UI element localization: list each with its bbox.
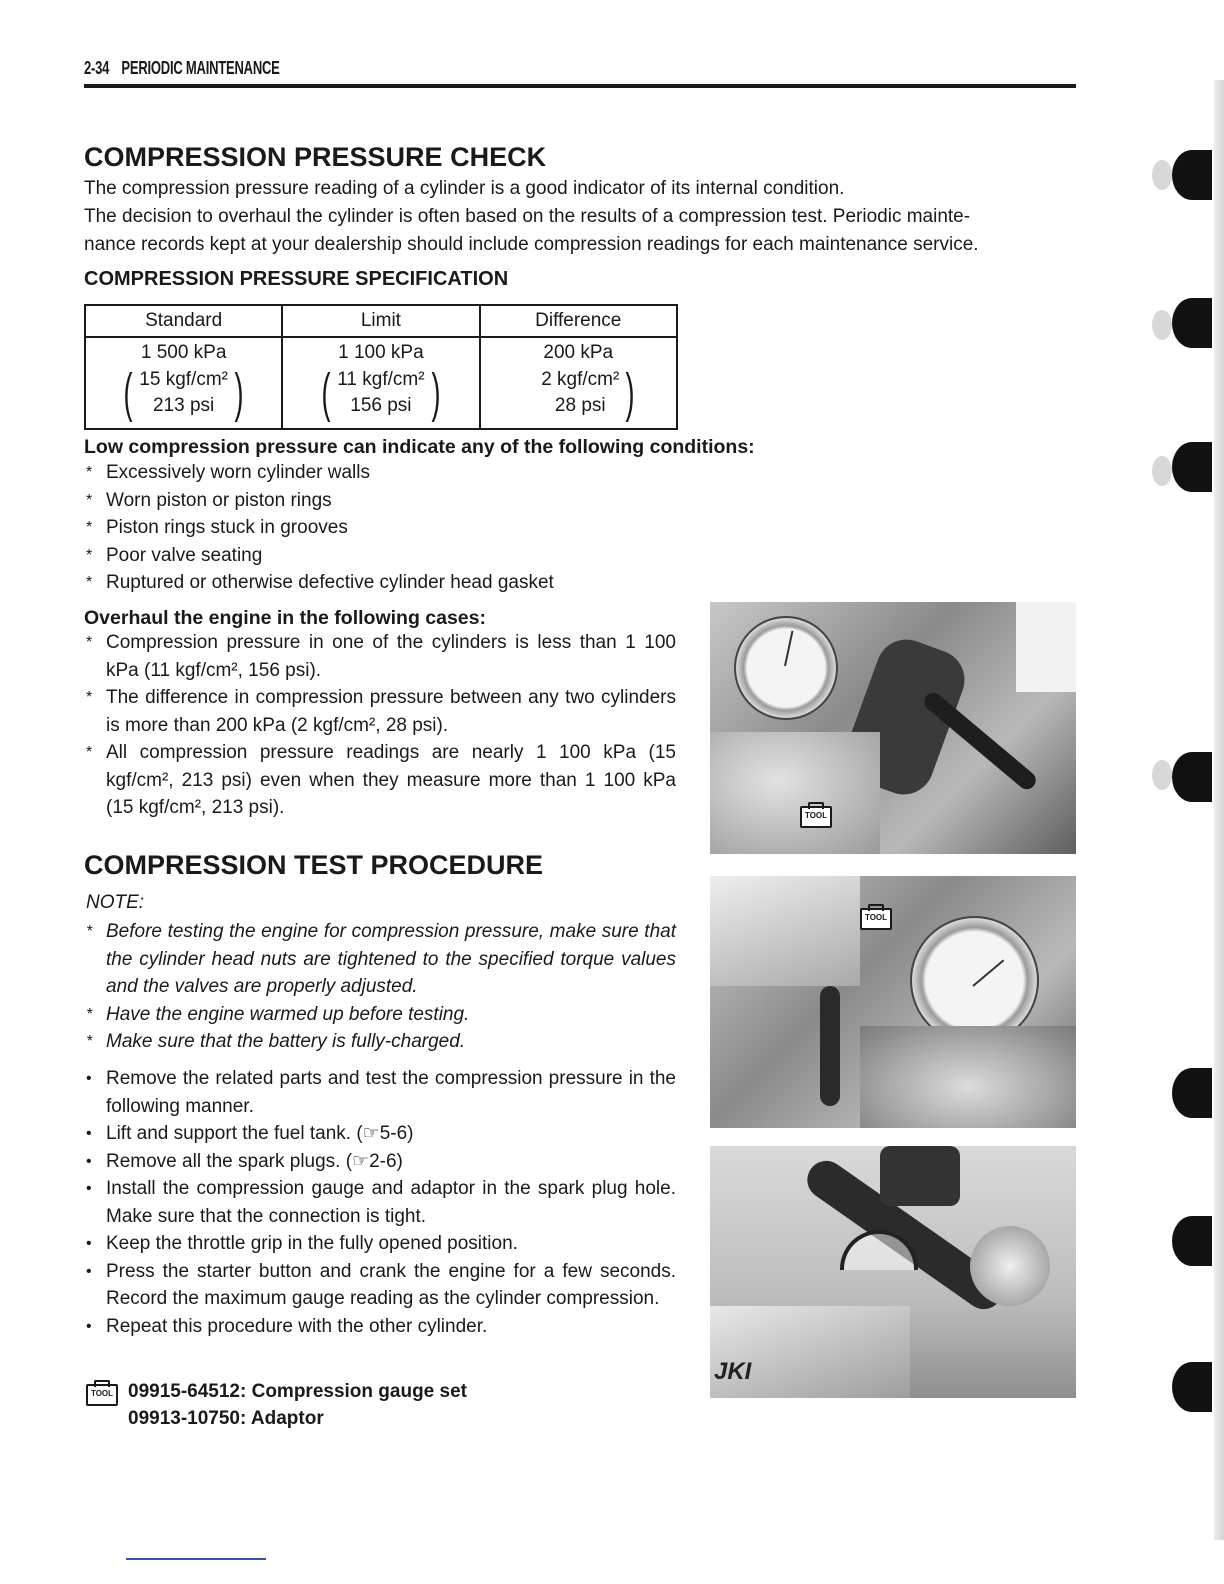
spec-limit-kgf: 11 kgf/cm² [337,369,425,390]
page-number: 2-34 [84,58,110,78]
bracket-icon [1016,602,1076,692]
binder-tab-ghost-icon [1152,760,1172,790]
list-item: • Keep the throttle grip in the fully opened position. [86,1233,518,1254]
tool-row-1 [84,1378,467,1405]
list-item: • Remove the related parts and test the compression pressure in the following manner. [86,1068,676,1117]
tool-1: 09915-64512: Compression gauge set [128,1381,467,1402]
note-label: NOTE: [86,892,145,913]
section-title: PERIODIC MAINTENANCE [121,58,280,78]
tool-icon: TOOL [860,908,892,930]
spec-difference-kgf: 2 kgf/cm² [541,369,620,390]
binder-tab-icon [1172,1068,1212,1118]
binder-tab-ghost-icon [1152,456,1172,486]
spec-table [84,304,678,430]
photo-gauge-installed [710,602,1076,854]
spec-header-limit: Limit [282,305,479,337]
compression-check-title: COMPRESSION PRESSURE CHECK [84,142,547,172]
list-item: * Worn piston or piston rings [86,489,332,511]
spec-limit-kpa: 1 100 kPa [338,342,424,363]
tool-icon: TOOL [800,806,832,828]
spec-difference-cell: 200 kPa 2 kgf/cm² 28 psi ) [480,337,677,429]
list-item: * Ruptured or otherwise defective cylinder head gasket [86,572,554,593]
list-item: • Install the compression gauge and adaptor in the spark plug hole. Make sure that the connection is tight. [86,1178,676,1227]
list-item: * Compression pressure in one of the cylinders is less than 1 100 kPa (11 kgf/cm², 156 psi). [86,632,676,681]
hand-icon [710,732,880,854]
list-item: • Press the starter button and crank the engine for a few seconds. Record the maximum gauge reading as the cylinder compression. [86,1260,676,1309]
page-header [84,58,1076,88]
switch-housing-icon [880,1146,960,1206]
low-compression-list [86,459,686,597]
spec-difference-kpa: 200 kPa [543,342,614,363]
binder-tab-icon [1172,752,1212,802]
low-compression-title: Low compression pressure can indicate any of the following conditions: [84,436,755,458]
procedure-steps [86,1065,676,1340]
spec-limit-psi: 156 psi [350,395,412,416]
spec-standard-kpa: 1 500 kPa [140,342,227,363]
overhaul-list [86,629,676,822]
spec-standard-kgf: 15 kgf/cm² [139,369,228,390]
binder-tab-icon [1172,298,1212,348]
intro-paragraph-2-line2: nance records kept at your dealership should include compression readings for each maintenance service. [84,234,979,255]
binder-tab-icon [1172,150,1212,200]
note-list [86,918,676,1056]
spec-limit-cell: 1 100 kPa ( 11 kgf/cm² 156 psi ) [282,337,479,429]
list-item: • Repeat this procedure with the other cylinder. [86,1315,488,1337]
tool-2: 09913-10750: Adaptor [128,1408,324,1429]
intro-paragraph-2-line1: The decision to overhaul the cylinder is often based on the results of a compression test. Periodic mainte- [84,206,971,227]
list-item: * Piston rings stuck in grooves [86,517,348,538]
page-edge [1214,80,1224,1540]
binder-tab-icon [1172,1362,1212,1412]
binder-tab-ghost-icon [1152,160,1172,190]
spec-difference-psi: 28 psi [554,395,606,416]
intro-paragraph-1: The compression pressure reading of a cylinder is a good indicator of its internal condition. [84,178,845,199]
spec-standard-psi: 213 psi [152,395,215,416]
list-item: * Poor valve seating [86,544,263,566]
overhaul-title: Overhaul the engine in the following cases: [84,607,486,629]
tool-row-2 [84,1405,467,1432]
list-item: * The difference in compression pressure between any two cylinders is more than 200 kPa (2 kgf/cm², 28 psi). [86,687,676,736]
list-item: • Lift and support the fuel tank. (☞5-6) [86,1123,414,1144]
bottom-rule [126,1558,266,1560]
procedure-title: COMPRESSION TEST PROCEDURE [84,850,544,880]
spec-header-standard: Standard [85,305,282,337]
special-tools [84,1378,467,1432]
list-item: * Make sure that the battery is fully-charged. [86,1031,466,1052]
list-item: * All compression pressure readings are nearly 1 100 kPa (15 kgf/cm², 213 psi) even when they measure more than 1 100 kPa (15 kgf/cm², 213 psi). [86,742,676,818]
tool-icon: TOOL [86,1384,118,1406]
list-item: * Have the engine warmed up before testing. [86,1003,470,1025]
list-item: * Before testing the engine for compression pressure, make sure that the cylinder head nuts are tightened to the specified torque values and the valves are properly adjusted. [86,921,676,997]
fuel-tank-icon [710,876,860,986]
spec-title: COMPRESSION PRESSURE SPECIFICATION [84,268,509,290]
binder-tab-icon [1172,442,1212,492]
photo-gauge-closeup [710,876,1076,1128]
compression-gauge-icon [734,616,838,720]
adaptor-hose-icon [820,986,840,1106]
brand-logo-fragment: JKI [714,1358,752,1385]
spec-standard-cell: 1 500 kPa ( 15 kgf/cm² 213 psi ) [85,337,282,429]
list-item: * Excessively worn cylinder walls [86,462,370,483]
photo-throttle-grip [710,1146,1076,1398]
list-item: • Remove all the spark plugs. (☞2-6) [86,1150,403,1172]
binder-tab-ghost-icon [1152,310,1172,340]
spec-header-difference: Difference [480,305,677,337]
binder-tab-icon [1172,1216,1212,1266]
hand-icon [860,1026,1076,1128]
headlight-icon [970,1226,1050,1306]
